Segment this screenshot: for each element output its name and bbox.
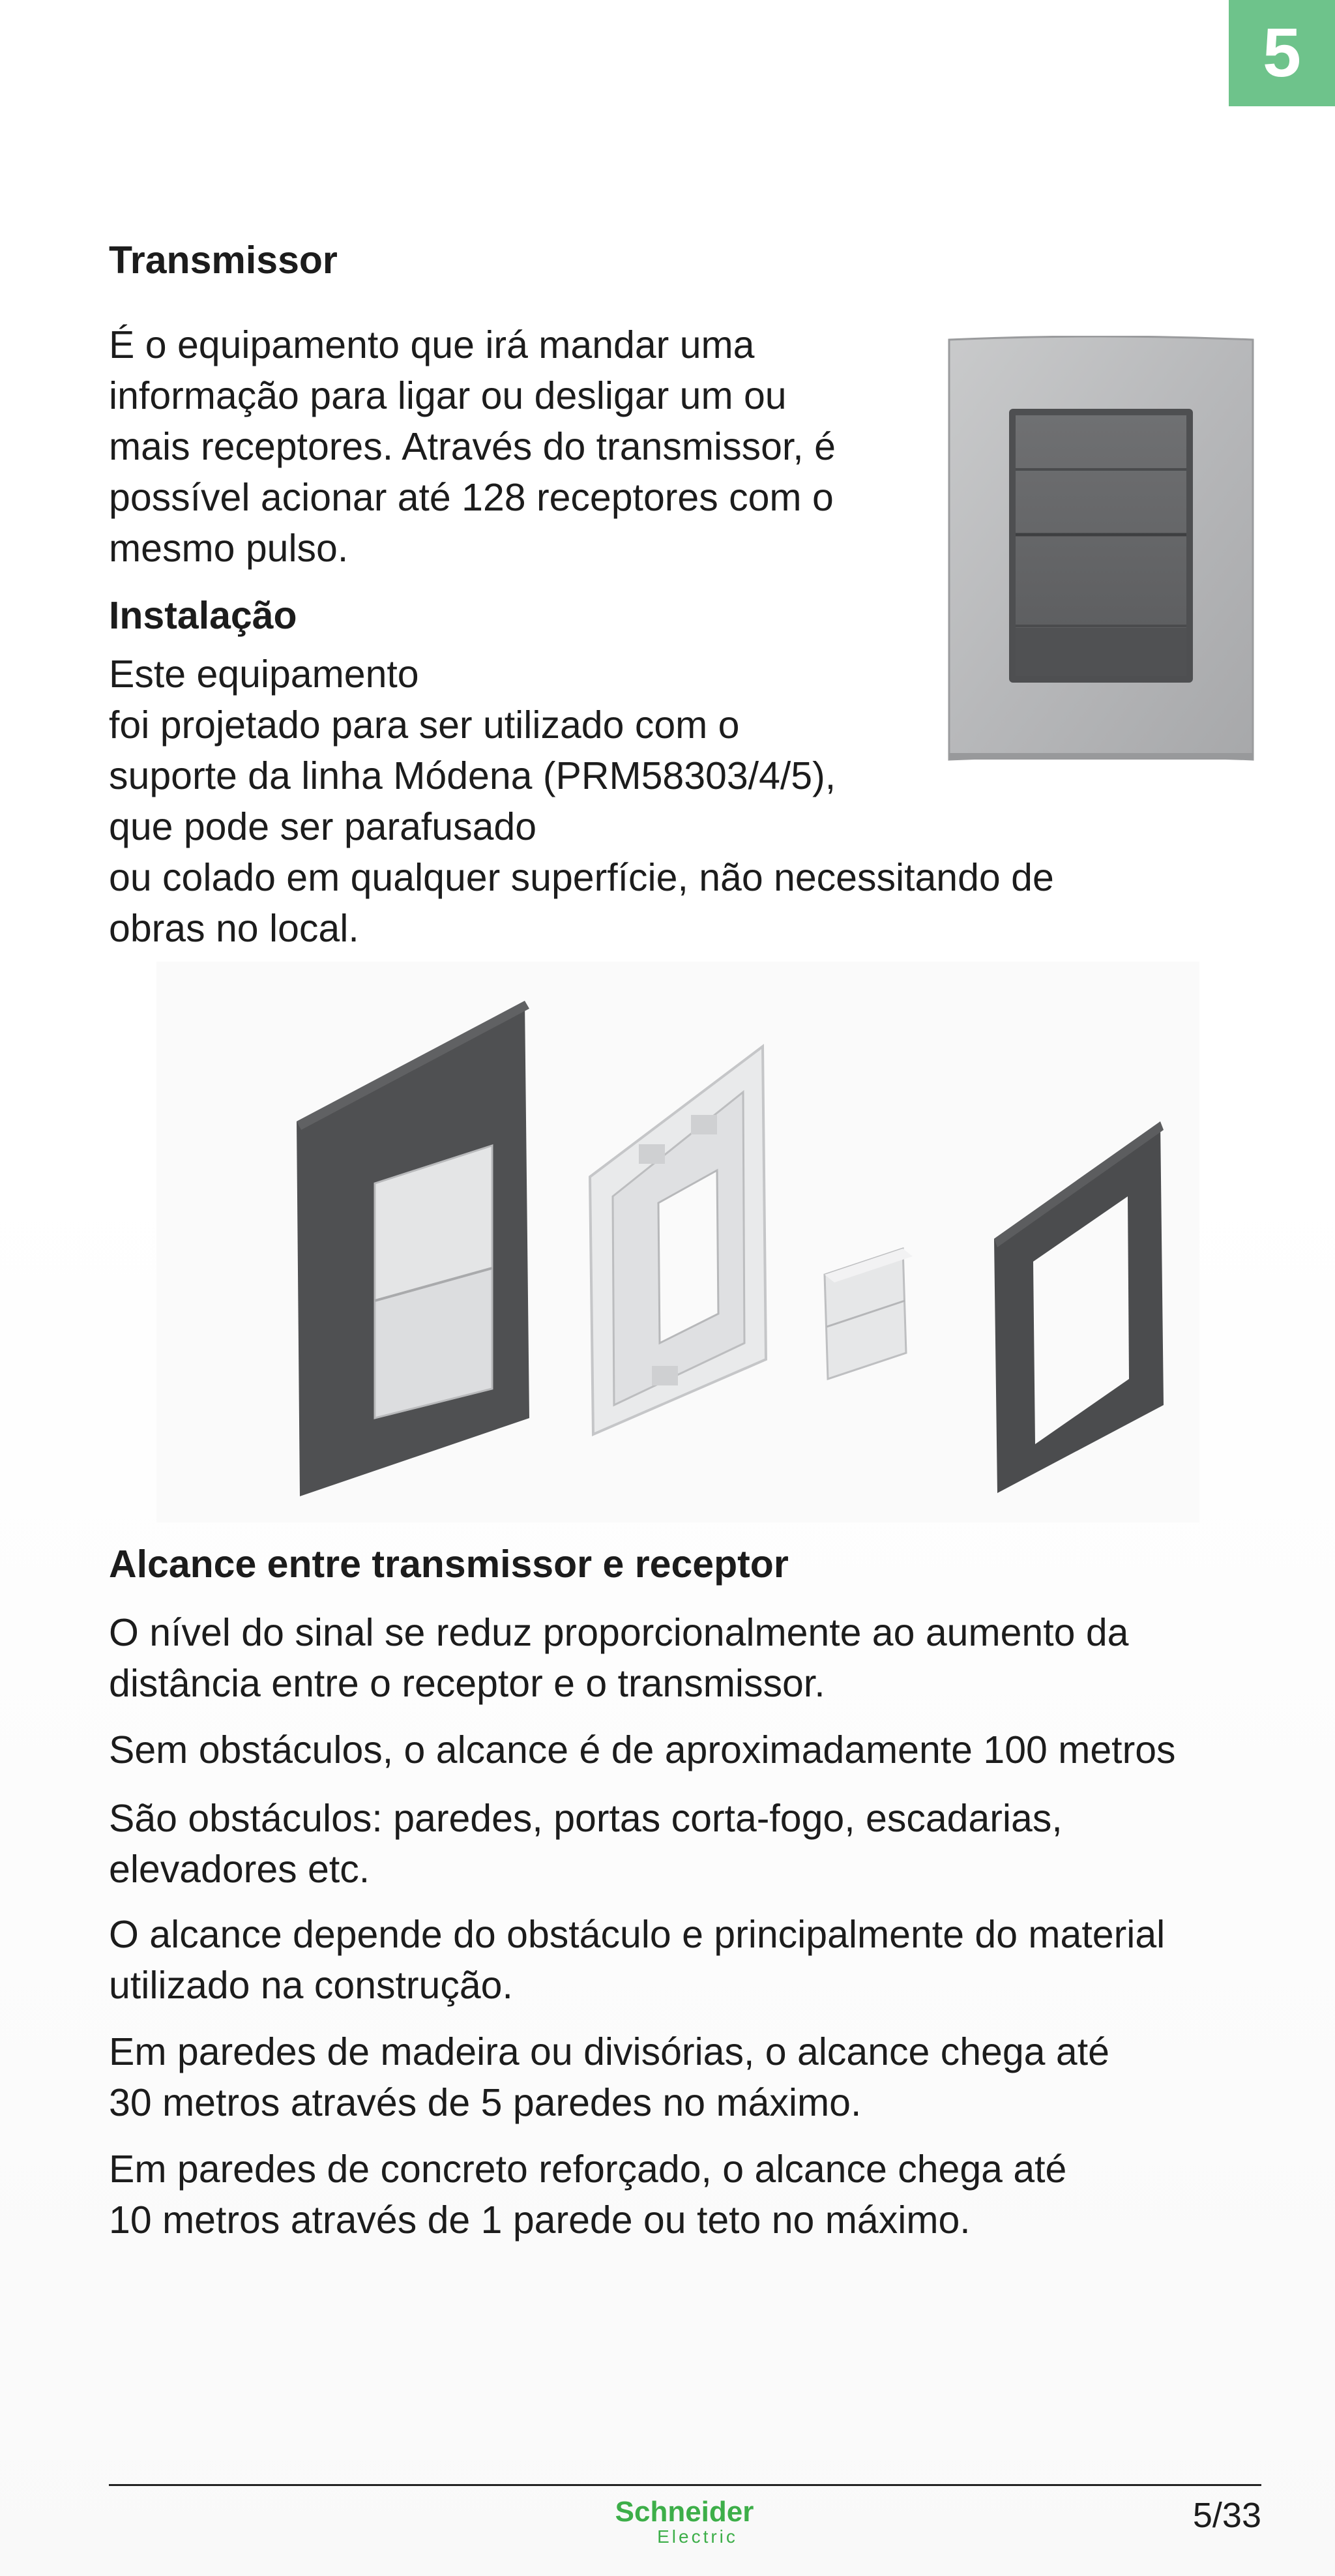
text-line: foi projetado para ser utilizado com o: [109, 703, 740, 747]
text-line: que pode ser parafusado: [109, 805, 537, 848]
section-title-alcance: Alcance entre transmissor e receptor: [109, 1543, 789, 1586]
brand-sub: Electric: [657, 2526, 738, 2547]
text-line: São obstáculos: paredes, portas corta-fogo, escadarias,: [109, 1797, 1063, 1840]
text-line: Sem obstáculos, o alcance é de aproximadamente 100 metros: [109, 1728, 1176, 1771]
text-line: utilizado na construção.: [109, 1964, 513, 2007]
text-line: obras no local.: [109, 907, 359, 950]
brand-name: Schneider: [615, 2496, 754, 2528]
text-line: Em paredes de concreto reforçado, o alcance chega até: [109, 2148, 1067, 2191]
instalacao-text: [109, 649, 1054, 954]
assembly-exploded-photo: [156, 962, 1199, 1522]
schneider-electric-logo: [606, 2497, 763, 2547]
page-number: 5/33: [1192, 2496, 1261, 2535]
alcance-paragraph-3: [109, 1793, 1063, 1895]
text-line: O alcance depende do obstáculo e principalmente do material: [109, 1913, 1166, 1956]
transmissor-text: [109, 319, 836, 574]
section-title-instalacao: Instalação: [109, 594, 297, 637]
alcance-paragraph-1: [109, 1607, 1128, 1709]
text-line: possível acionar até 128 receptores com o: [109, 476, 834, 519]
text-line: mesmo pulso.: [109, 527, 349, 570]
text-line: 10 metros através de 1 parede ou teto no máximo.: [109, 2198, 971, 2242]
alcance-paragraph-2: [109, 1725, 1176, 1775]
text-line: distância entre o receptor e o transmissor.: [109, 1662, 825, 1705]
text-line: mais receptores. Através do transmissor, é: [109, 425, 836, 468]
text-line: Em paredes de madeira ou divisórias, o alcance chega até: [109, 2030, 1109, 2073]
text-line: informação para ligar ou desligar um ou: [109, 374, 787, 417]
text-line: elevadores etc.: [109, 1848, 370, 1891]
alcance-paragraph-4: [109, 1909, 1165, 2011]
text-line: 30 metros através de 5 paredes no máximo.: [109, 2081, 862, 2124]
alcance-paragraph-5: [109, 2026, 1109, 2128]
text-line: Este equipamento: [109, 653, 419, 696]
text-line: ou colado em qualquer superfície, não necessitando de: [109, 856, 1054, 899]
footer-divider: [109, 2484, 1261, 2486]
chapter-tab: 5: [1229, 0, 1335, 106]
text-line: É o equipamento que irá mandar uma: [109, 323, 755, 366]
text-line: O nível do sinal se reduz proporcionalmente ao aumento da: [109, 1611, 1129, 1654]
text-line: suporte da linha Módena (PRM58303/4/5),: [109, 754, 836, 797]
alcance-paragraph-6: [109, 2144, 1066, 2245]
section-title-transmissor: Transmissor: [109, 239, 338, 282]
